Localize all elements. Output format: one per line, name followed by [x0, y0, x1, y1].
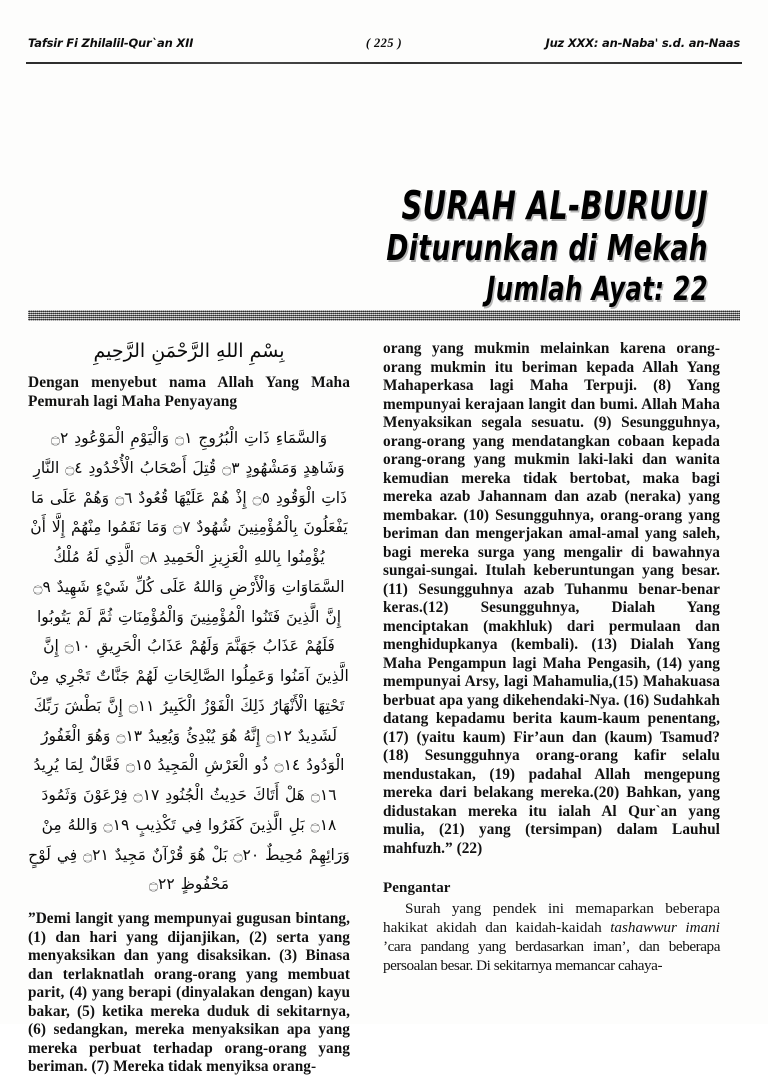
- intro-text-lead: Surah yang pendek ini memaparkan beberapa hakikat akidah dan kaidah-kaidah: [383, 900, 720, 937]
- decorative-band: [28, 310, 740, 321]
- introduction-paragraph: [383, 899, 720, 976]
- intro-text-tail: ’cara pandang yang berdasarkan iman’, dan beberapa persoalan besar. Di sekitarnya memancar cahaya-: [383, 938, 720, 975]
- section-heading-pengantar: Pengantar: [383, 880, 451, 896]
- verse-translation-left: ”Demi langit yang mempunyai gugusan bintang, (1) dan hari yang dijanjikan, (2) serta yang menyaksikan dan yang disaksikan. (3) Binasa dan terlaknatlah orang-orang yang membuat parit, (4) yang berapi (dinyalakan dengan) kayu bakar, (5) ketika mereka duduk di sekitarnya, (6) sedangkan, mereka menyaksikan apa yang mereka perbuat terhadap orang-orang yang beriman. (7) Mereka tidak menyiksa orang-: [28, 910, 350, 1076]
- header-book-title: Tafsir Fi Zhilalil-Qur`an XII: [28, 36, 194, 50]
- basmalah-translation: Dengan menyebut nama Allah Yang Maha Pemurah lagi Maha Penyayang: [28, 373, 350, 411]
- surah-verse-count: Jumlah Ayat: 22: [486, 269, 708, 309]
- header-juz-reference: Juz XXX: an-Naba' s.d. an-Naas: [545, 36, 740, 50]
- running-header: [28, 36, 740, 58]
- left-text-column: [28, 340, 350, 1077]
- verse-translation-right: orang yang mukmin melainkan karena orang-orang mukmin itu beriman kepada Allah Yang Mahaperkasa lagi Maha Terpuji. (8) Yang mempunyai kerajaan langit dan bumi. Allah Maha Menyaksikan segala sesuatu. (9) Sesungguhnya, orang-orang yang mendatangkan cobaan kepada orang-orang yang mukmin laki-laki dan wanita kemudian mereka tidak bertobat, maka bagi mereka azab Jahannam dan azab (neraka) yang membakar. (10) Sesungguhnya, orang-orang yang beriman dan mengerjakan amal-amal yang saleh, bagi mereka surga yang mengalir di bawahnya sungai-sungai. Itulah keberuntungan yang besar.(11) Sesungguhnya azab Tuhanmu benar-benar keras.(12) Sesungguhnya, Dialah Yang menciptakan (makhluk) dari permulaan dan menghidupkanya (kembali). (13) Dialah Yang Maha Pengampun lagi Maha Pengasih, (14) yang mempunyai Arsy, lagi Mahamulia,(15) Mahakuasa berbuat apa yang dikehendaki-Nya. (16) Sudahkah datang kepadamu berita kaum-kaum penentang, (17) (yaitu kaum) Fir’aun dan (kaum) Tsamud?(18) Sesungguhnya orang-orang kafir selalu mendustakan, (19) padahal Allah mengepung mereka dari belakang mereka.(20) Bahkan, yang didustakan mereka itu ialah Al Qur`an yang mulia, (21) yang (tersimpan) dalam Lauhul mahfuzh.” (22): [383, 340, 720, 857]
- page-number: ( 225 ): [365, 36, 403, 50]
- basmalah-arabic: بِسْمِ اللهِ الرَّحْمَنِ الرَّحِيمِ: [93, 340, 285, 362]
- quran-arabic-verses: وَالسَّمَاءِ ذَاتِ الْبُرُوجِ ۝١ وَالْيَوْمِ الْمَوْعُودِ ۝٢ وَشَاهِدٍ وَمَشْهُودٍ ۝٣ قُتِلَ أَصْحَابُ الْأُخْدُودِ ۝٤ النَّارِ ذَاتِ الْوَقُودِ ۝٥ إِذْ هُمْ عَلَيْهَا قُعُودٌ ۝٦ وَهُمْ عَلَى مَا يَفْعَلُونَ بِالْمُؤْمِنِينَ شُهُودٌ ۝٧ وَمَا نَقَمُوا مِنْهُمْ إِلَّا أَنْ يُؤْمِنُوا بِاللهِ الْعَزِيزِ الْحَمِيدِ ۝٨ الَّذِي لَهُ مُلْكُ السَّمَاوَاتِ وَالْأَرْضِ وَاللهُ عَلَى كُلِّ شَيْءٍ شَهِيدٌ ۝٩ إِنَّ الَّذِينَ فَتَنُوا الْمُؤْمِنِينَ وَالْمُؤْمِنَاتِ ثُمَّ لَمْ يَتُوبُوا فَلَهُمْ عَذَابُ جَهَنَّمَ وَلَهُمْ عَذَابُ الْحَرِيقِ ۝١٠ إِنَّ الَّذِينَ آمَنُوا وَعَمِلُوا الصَّالِحَاتِ لَهُمْ جَنَّاتٌ تَجْرِي مِنْ تَحْتِهَا الْأَنْهَارُ ذَلِكَ الْفَوْزُ الْكَبِيرُ ۝١١ إِنَّ بَطْشَ رَبِّكَ لَشَدِيدٌ ۝١٢ إِنَّهُ هُوَ يُبْدِئُ وَيُعِيدُ ۝١٣ وَهُوَ الْغَفُورُ الْوَدُودُ ۝١٤ ذُو الْعَرْشِ الْمَجِيدُ ۝١٥ فَعَّالٌ لِمَا يُرِيدُ ۝١٦ هَلْ أَتَاكَ حَدِيثُ الْجُنُودِ ۝١٧ فِرْعَوْنَ وَثَمُودَ ۝١٨ بَلِ الَّذِينَ كَفَرُوا فِي تَكْذِيبٍ ۝١٩ وَاللهُ مِنْ وَرَائِهِمْ مُحِيطٌ ۝٢٠ بَلْ هُوَ قُرْآنٌ مَجِيدٌ ۝٢١ فِي لَوْحٍ مَحْفُوظٍ ۝٢٢: [28, 429, 350, 894]
- surah-revelation-place: Diturunkan di Mekah: [386, 227, 708, 269]
- intro-italic-term: tashawwur imani: [610, 919, 720, 937]
- surah-title-block: [188, 186, 708, 307]
- header-divider-rule: [26, 62, 742, 64]
- right-text-column: [383, 340, 720, 976]
- surah-name: SURAH AL-BURUUJ: [401, 184, 708, 229]
